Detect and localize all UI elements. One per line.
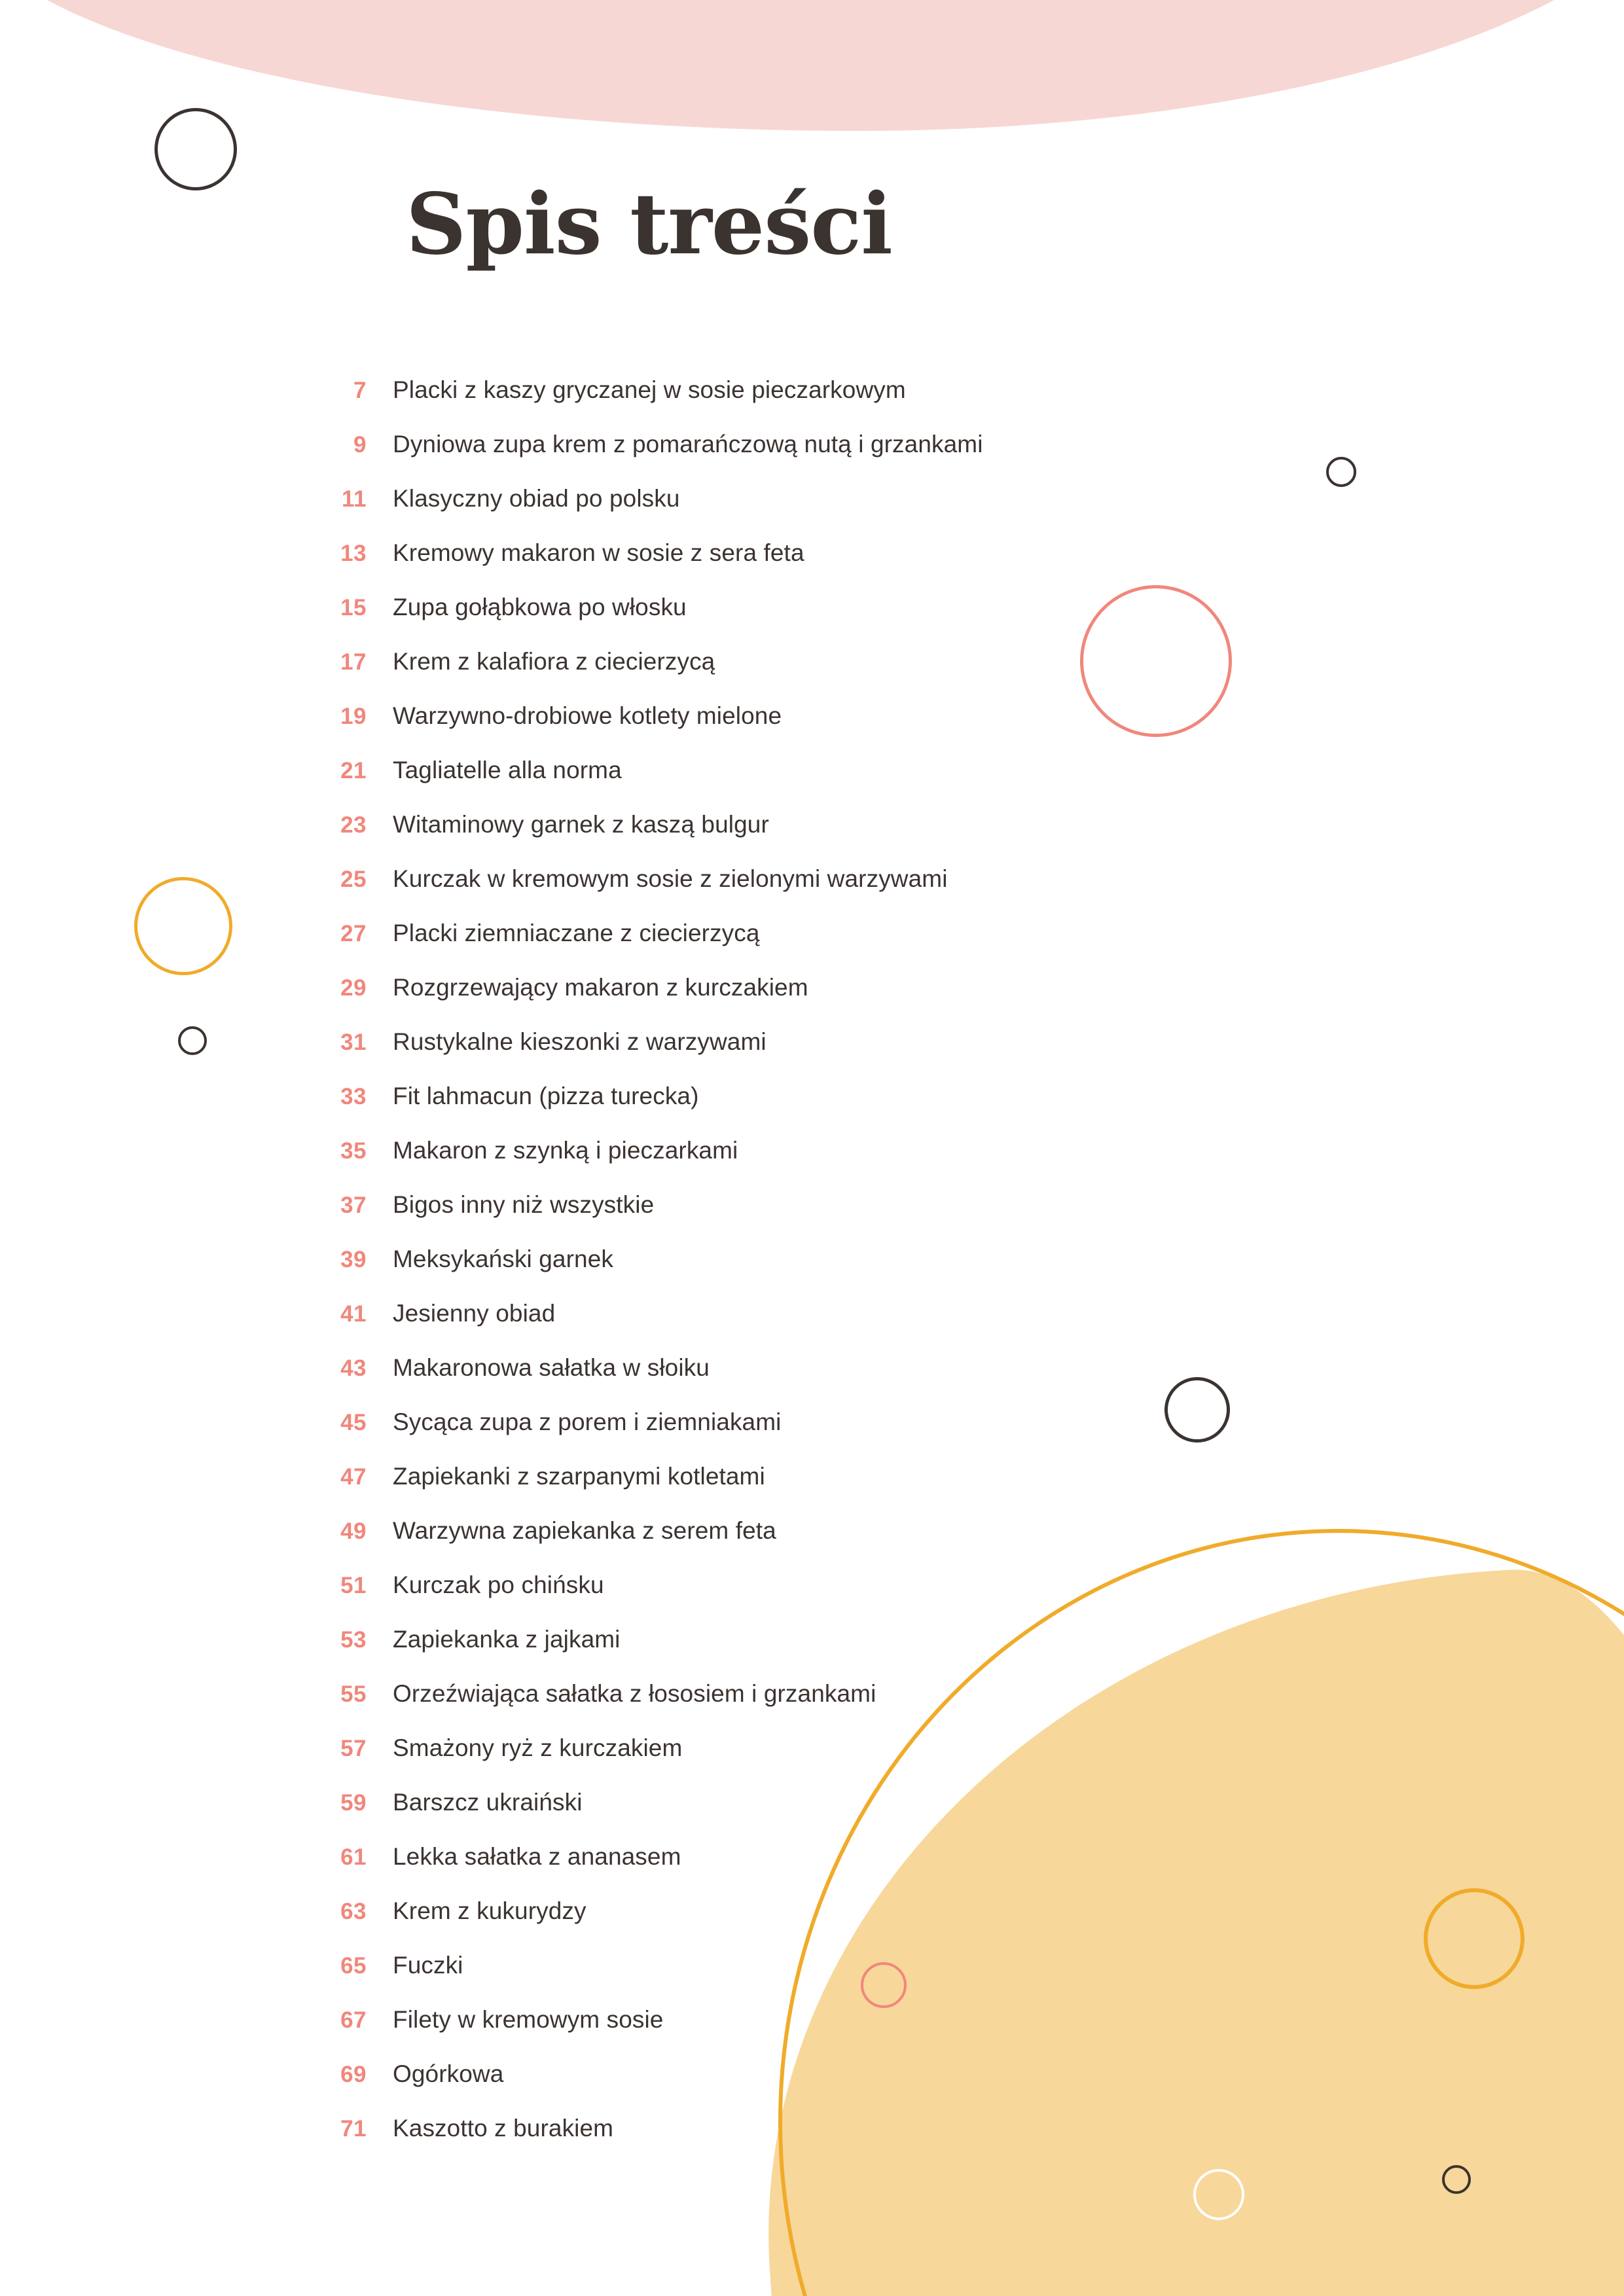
toc-entry[interactable] bbox=[0, 1463, 1624, 1517]
top-pink-wave-decoration bbox=[0, 0, 1624, 131]
toc-entry-page-number: 9 bbox=[353, 432, 367, 457]
toc-entry-page-number: 23 bbox=[340, 812, 367, 838]
toc-entry-page-number: 69 bbox=[340, 2062, 367, 2087]
toc-entry-page-number: 39 bbox=[340, 1247, 367, 1272]
circle-outline-decoration bbox=[154, 108, 237, 190]
toc-entry-page-number: 63 bbox=[340, 1899, 367, 1924]
toc-entry-title: Zupa gołąbkowa po włosku bbox=[393, 594, 687, 620]
toc-entry-title: Orzeźwiająca sałatka z łososiem i grzankami bbox=[393, 1680, 876, 1707]
toc-entry-title: Warzywno-drobiowe kotlety mielone bbox=[393, 702, 782, 729]
toc-entry-page-number: 55 bbox=[340, 1681, 367, 1707]
toc-entry[interactable] bbox=[0, 1137, 1624, 1191]
toc-entry[interactable] bbox=[0, 1626, 1624, 1680]
toc-entry[interactable] bbox=[0, 1300, 1624, 1354]
toc-entry-page-number: 65 bbox=[340, 1953, 367, 1979]
toc-entry-title: Zapiekanki z szarpanymi kotletami bbox=[393, 1463, 765, 1490]
toc-entry-page-number: 51 bbox=[340, 1573, 367, 1598]
toc-entry[interactable] bbox=[0, 920, 1624, 974]
toc-entry[interactable] bbox=[0, 485, 1624, 539]
toc-entry-page-number: 49 bbox=[340, 1518, 367, 1544]
toc-entry-page-number: 45 bbox=[340, 1410, 367, 1435]
toc-entry-title: Lekka sałatka z ananasem bbox=[393, 1843, 681, 1870]
toc-entry[interactable] bbox=[0, 1952, 1624, 2006]
toc-entry-title: Placki ziemniaczane z ciecierzycą bbox=[393, 920, 760, 946]
toc-entry[interactable] bbox=[0, 1408, 1624, 1463]
toc-entry-title: Meksykański garnek bbox=[393, 1246, 613, 1272]
toc-entry-page-number: 59 bbox=[340, 1790, 367, 1816]
toc-entry-title: Kremowy makaron w sosie z sera feta bbox=[393, 539, 804, 566]
toc-entry-title: Krem z kalafiora z ciecierzycą bbox=[393, 648, 715, 675]
toc-entry[interactable] bbox=[0, 648, 1624, 702]
toc-entry-page-number: 61 bbox=[340, 1844, 367, 1870]
toc-entry[interactable] bbox=[0, 1028, 1624, 1083]
toc-entry-page-number: 17 bbox=[340, 649, 367, 675]
toc-entry-title: Fuczki bbox=[393, 1952, 463, 1979]
toc-entry[interactable] bbox=[0, 1246, 1624, 1300]
toc-entry-title: Barszcz ukraiński bbox=[393, 1789, 583, 1816]
toc-entry-title: Rustykalne kieszonki z warzywami bbox=[393, 1028, 767, 1055]
toc-entry[interactable] bbox=[0, 865, 1624, 920]
toc-entry-page-number: 7 bbox=[353, 378, 367, 403]
toc-entry-title: Smażony ryż z kurczakiem bbox=[393, 1734, 683, 1761]
toc-entry-title: Bigos inny niż wszystkie bbox=[393, 1191, 655, 1218]
toc-entry-page-number: 15 bbox=[340, 595, 367, 620]
toc-entry-page-number: 37 bbox=[340, 1193, 367, 1218]
toc-entry-title: Jesienny obiad bbox=[393, 1300, 556, 1327]
toc-entry-title: Kurczak w kremowym sosie z zielonymi warzywami bbox=[393, 865, 948, 892]
toc-entry[interactable] bbox=[0, 1897, 1624, 1952]
toc-entry[interactable] bbox=[0, 2060, 1624, 2115]
toc-entry-page-number: 11 bbox=[342, 486, 367, 512]
toc-entry-title: Tagliatelle alla norma bbox=[393, 757, 622, 783]
toc-entry-title: Makaronowa sałatka w słoiku bbox=[393, 1354, 710, 1381]
toc-entry-page-number: 41 bbox=[340, 1301, 367, 1327]
toc-entry-title: Rozgrzewający makaron z kurczakiem bbox=[393, 974, 808, 1001]
toc-entry[interactable] bbox=[0, 1517, 1624, 1571]
toc-entry-page-number: 33 bbox=[340, 1084, 367, 1109]
toc-entry-page-number: 13 bbox=[340, 541, 367, 566]
toc-entry-title: Kurczak po chińsku bbox=[393, 1571, 604, 1598]
toc-entry-title: Placki z kaszy gryczanej w sosie pieczarkowym bbox=[393, 376, 906, 403]
toc-entry[interactable] bbox=[0, 1571, 1624, 1626]
toc-entry[interactable] bbox=[0, 1083, 1624, 1137]
toc-entry[interactable] bbox=[0, 1680, 1624, 1734]
toc-entry-page-number: 21 bbox=[340, 758, 367, 783]
toc-entry-title: Ogórkowa bbox=[393, 2060, 504, 2087]
toc-entry-title: Klasyczny obiad po polsku bbox=[393, 485, 680, 512]
toc-entry-page-number: 29 bbox=[340, 975, 367, 1001]
toc-entry-title: Zapiekanka z jajkami bbox=[393, 1626, 621, 1653]
toc-entry-page-number: 71 bbox=[340, 2116, 367, 2142]
toc-entry[interactable] bbox=[0, 431, 1624, 485]
toc-entry-title: Witaminowy garnek z kaszą bulgur bbox=[393, 811, 769, 838]
page-title: Spis treści bbox=[406, 175, 892, 274]
toc-entry-page-number: 57 bbox=[340, 1736, 367, 1761]
toc-entry-page-number: 31 bbox=[340, 1030, 367, 1055]
circle-outline-decoration bbox=[1442, 2165, 1471, 2194]
toc-entry-title: Fit lahmacun (pizza turecka) bbox=[393, 1083, 699, 1109]
toc-entry[interactable] bbox=[0, 974, 1624, 1028]
toc-entry[interactable] bbox=[0, 1789, 1624, 1843]
toc-entry-title: Krem z kukurydzy bbox=[393, 1897, 586, 1924]
toc-entry[interactable] bbox=[0, 594, 1624, 648]
circle-outline-decoration bbox=[1193, 2169, 1244, 2220]
toc-entry-title: Dyniowa zupa krem z pomarańczową nutą i grzankami bbox=[393, 431, 983, 457]
toc-entry[interactable] bbox=[0, 811, 1624, 865]
toc-entry-title: Makaron z szynką i pieczarkami bbox=[393, 1137, 738, 1164]
toc-entry-page-number: 35 bbox=[340, 1138, 367, 1164]
toc-entry[interactable] bbox=[0, 1354, 1624, 1408]
toc-entry[interactable] bbox=[0, 2006, 1624, 2060]
toc-entry-page-number: 25 bbox=[340, 867, 367, 892]
toc-entry[interactable] bbox=[0, 2115, 1624, 2169]
toc-entry-page-number: 27 bbox=[340, 921, 367, 946]
toc-entry-title: Kaszotto z burakiem bbox=[393, 2115, 614, 2142]
toc-entry-page-number: 67 bbox=[340, 2007, 367, 2033]
toc-entry[interactable] bbox=[0, 1734, 1624, 1789]
toc-entry-page-number: 19 bbox=[340, 704, 367, 729]
toc-entry[interactable] bbox=[0, 539, 1624, 594]
toc-entry-page-number: 53 bbox=[340, 1627, 367, 1653]
toc-entry[interactable] bbox=[0, 1843, 1624, 1897]
toc-entry[interactable] bbox=[0, 1191, 1624, 1246]
toc-entry-page-number: 47 bbox=[340, 1464, 367, 1490]
toc-entry-page-number: 43 bbox=[340, 1355, 367, 1381]
toc-entry-title: Sycąca zupa z porem i ziemniakami bbox=[393, 1408, 782, 1435]
toc-entry-title: Warzywna zapiekanka z serem feta bbox=[393, 1517, 776, 1544]
toc-entry[interactable] bbox=[0, 376, 1624, 431]
toc-entry[interactable] bbox=[0, 757, 1624, 811]
toc-entry-title: Filety w kremowym sosie bbox=[393, 2006, 664, 2033]
circle-outline-decoration bbox=[1504, 41, 1556, 93]
table-of-contents bbox=[0, 376, 1624, 2169]
toc-entry[interactable] bbox=[0, 702, 1624, 757]
